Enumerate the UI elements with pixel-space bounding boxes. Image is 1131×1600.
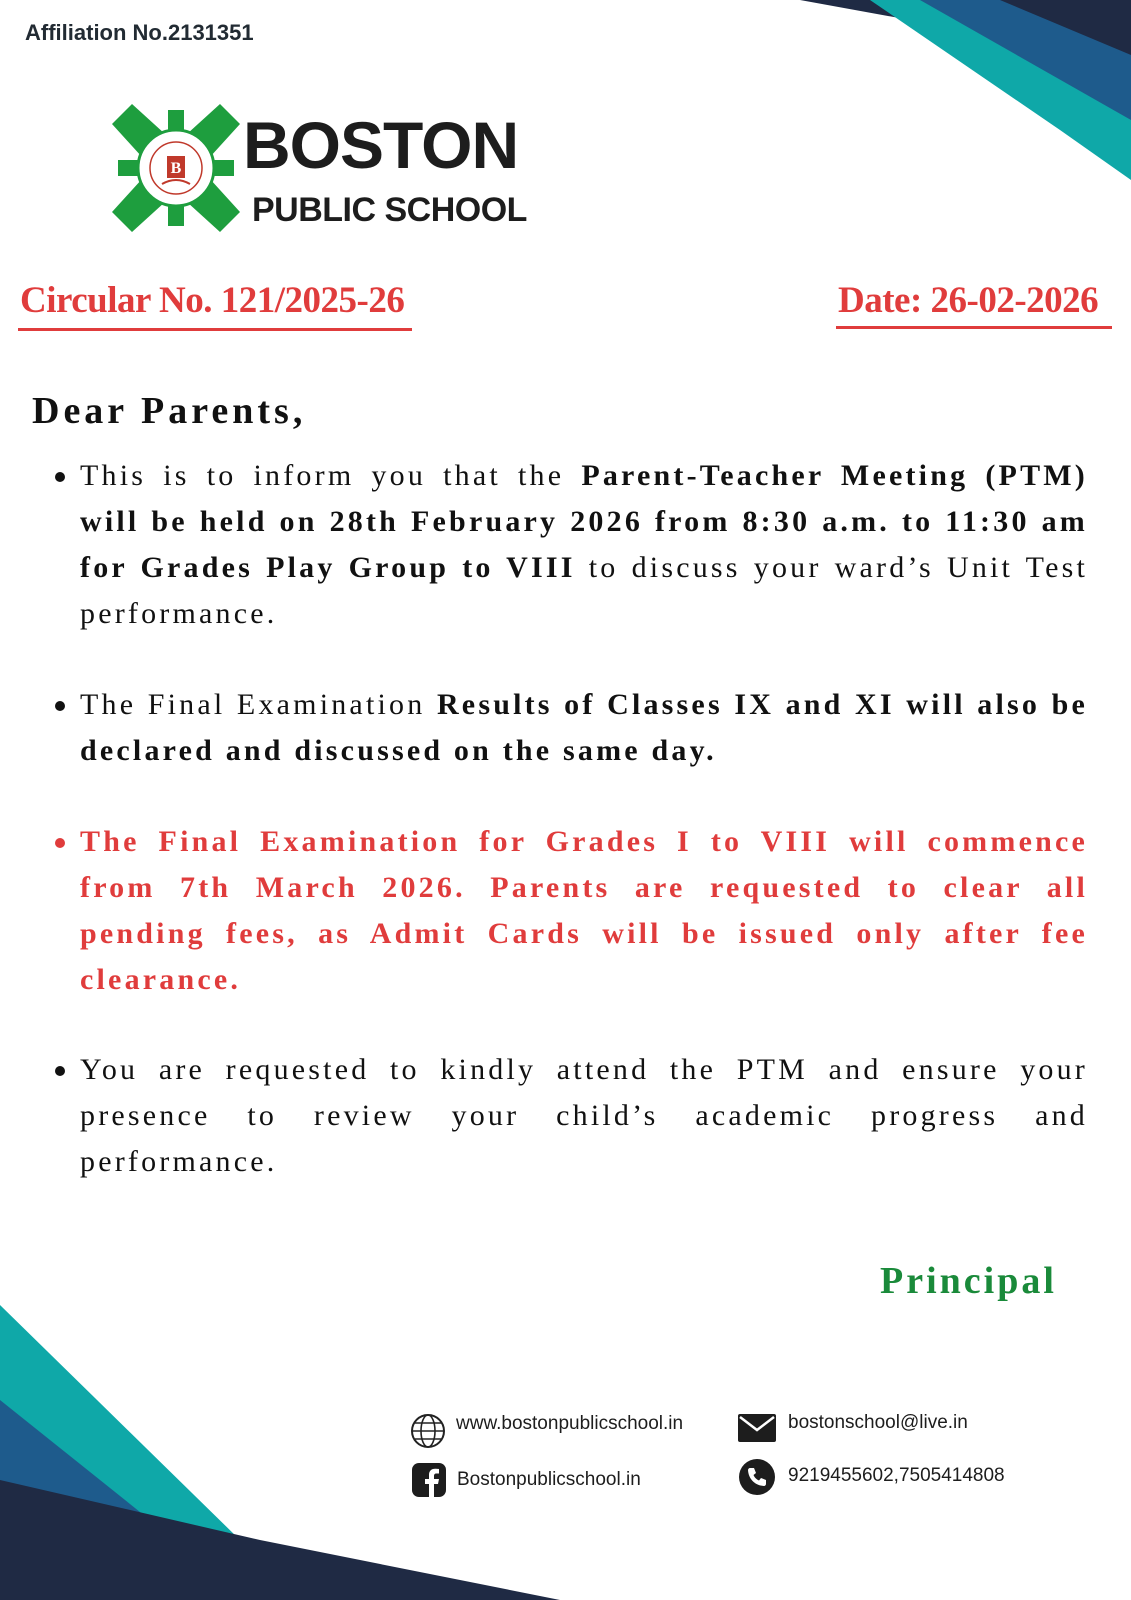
phone-numbers[interactable]: 9219455602,7505414808 <box>788 1465 1005 1486</box>
bullet-dot <box>55 1066 65 1076</box>
facebook-icon <box>412 1463 446 1497</box>
school-name-title: BOSTON <box>243 108 519 182</box>
phone-icon <box>739 1459 775 1495</box>
school-emblem-logo <box>112 104 240 232</box>
website-link[interactable]: www.bostonpublicschool.in <box>456 1413 684 1434</box>
mail-icon <box>738 1414 776 1442</box>
affiliation-number: Affiliation No.2131351 <box>25 20 254 45</box>
date-underline <box>836 326 1112 329</box>
email-address[interactable]: bostonschool@live.in <box>788 1412 968 1433</box>
notice-paragraph-attend: You are requested to kindly attend the PTM and ensure your presence to review your child’s academic progress and performance. <box>80 1053 1088 1178</box>
bullet-dot <box>55 701 65 711</box>
bullet-dot <box>55 838 65 848</box>
circular-underline <box>18 328 412 331</box>
circular-number: Circular No. 121/2025-26 <box>20 280 405 321</box>
svg-text:B: B <box>170 160 182 177</box>
results-text-bold: Results of Classes IX and XI will also be declared and discussed on the same day. <box>80 688 1088 767</box>
school-name-subtitle: PUBLIC SCHOOL <box>252 191 527 229</box>
facebook-link[interactable]: Bostonpublicschool.in <box>457 1469 641 1490</box>
circular-date: Date: 26-02-2026 <box>838 280 1099 321</box>
ptm-text-tail: to discuss your ward’s Unit Test performance. <box>80 551 1088 630</box>
ptm-text-lead: This is to inform you that the <box>80 459 582 492</box>
notice-paragraph-ptm <box>80 453 1088 637</box>
ptm-text-bold: Parent-Teacher Meeting (PTM) will be held on 28th February 2026 from 8:30 a.m. to 11:30 am for Grades Play Group to VIII <box>80 459 1088 584</box>
bullet-dot <box>55 472 65 482</box>
principal-signature: Principal <box>880 1260 1057 1302</box>
results-text-lead: The Final Examination <box>80 688 437 721</box>
globe-icon <box>410 1413 446 1449</box>
notice-paragraph-exam-fees: The Final Examination for Grades I to VIII will commence from 7th March 2026. Parents are requested to clear all pending fees, as Admit Cards will be issued only after fee clearance. <box>80 825 1088 996</box>
greeting: Dear Parents, <box>32 390 307 432</box>
notice-paragraph-results <box>80 682 1088 774</box>
